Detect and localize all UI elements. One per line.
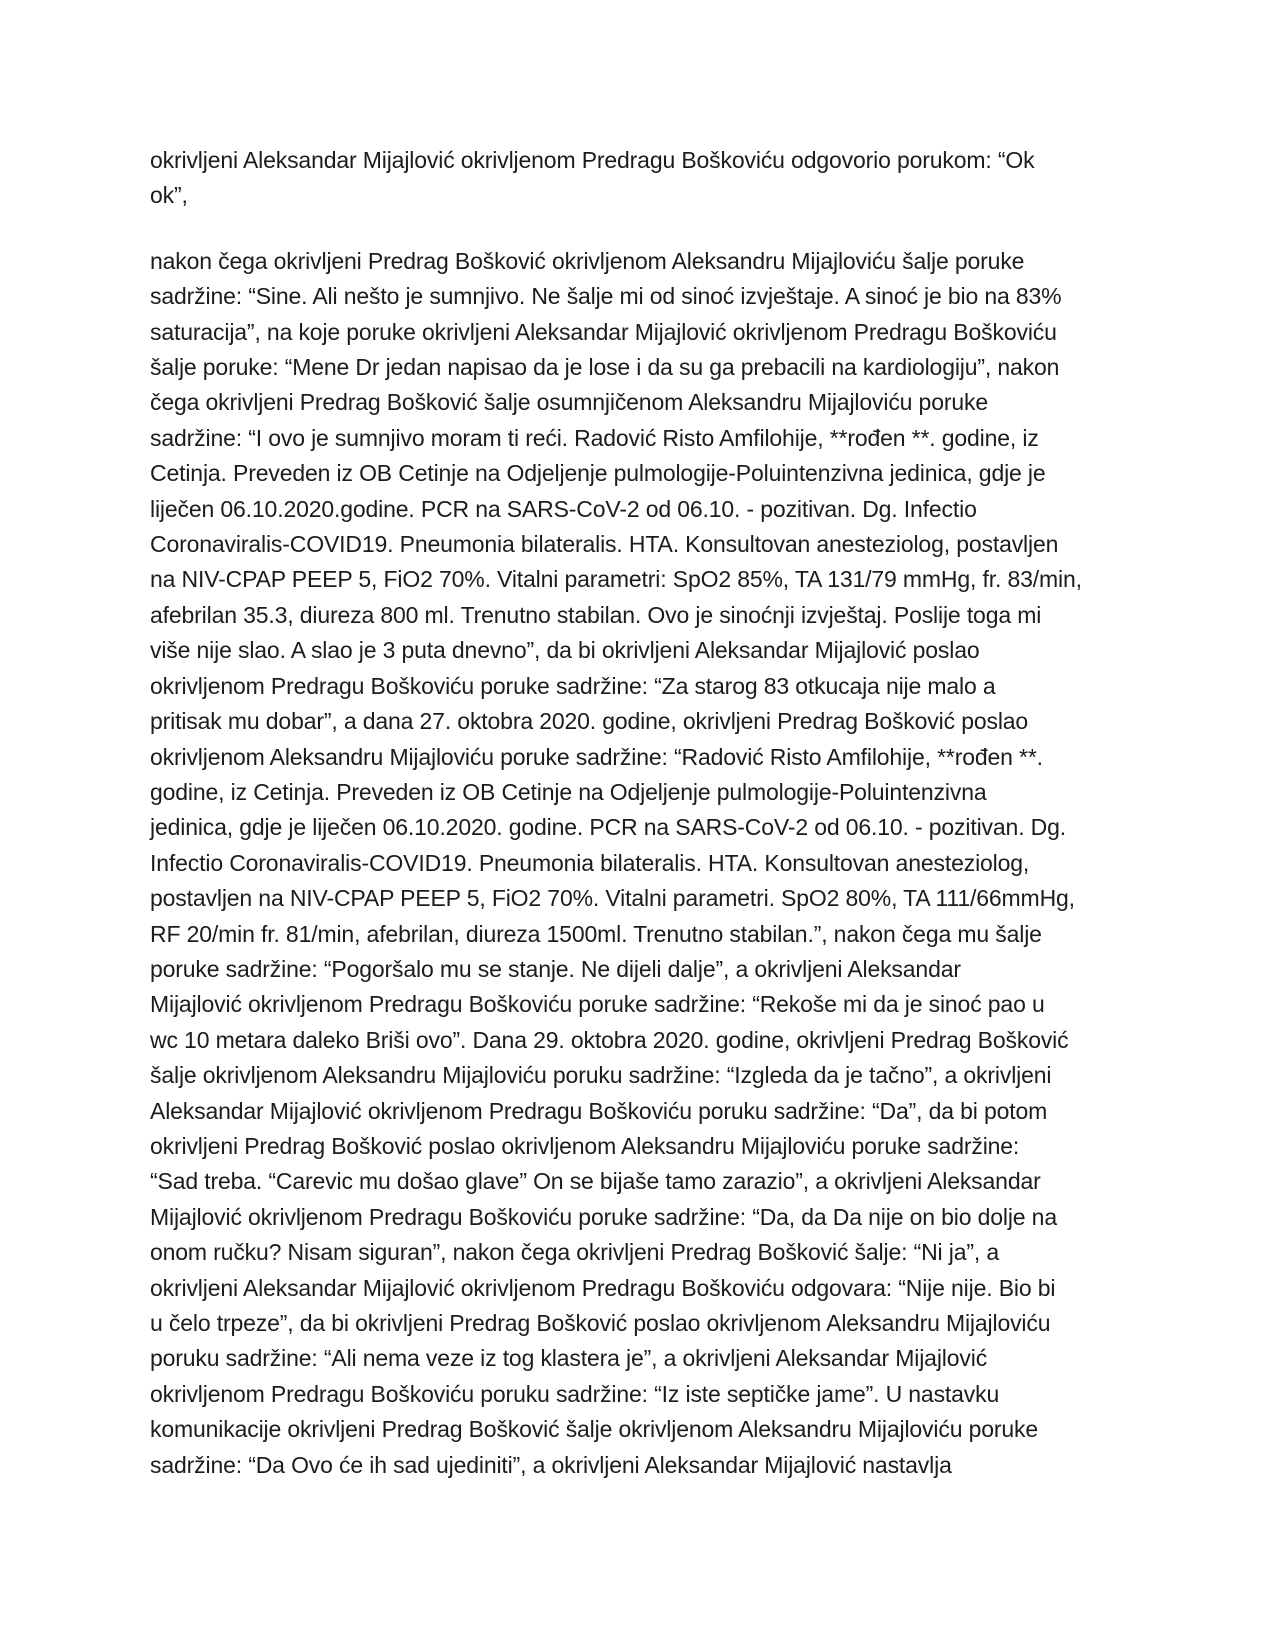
text-line: komunikacije okrivljeni Predrag Bošković šalje okrivljenom Aleksandru Mijajloviću poruke: [150, 1416, 1039, 1443]
text-line: okrivljenom Predragu Boškoviću poruke sadržine: “Za starog 83 otkucaja nije malo a: [150, 672, 996, 699]
text-line: čega okrivljeni Predrag Bošković šalje osumnjičenom Aleksandru Mijajloviću poruke: [150, 389, 988, 416]
text-line: nakon čega okrivljeni Predrag Bošković okrivljenom Aleksandru Mijajloviću šalje poruke: [150, 247, 1025, 274]
text-line: poruke sadržine: “Pogoršalo mu se stanje. Ne dijeli dalje”, a okrivljeni Aleksandar: [150, 955, 961, 982]
text-line: postavljen na NIV-CPAP PEEP 5, FiO2 70%. Vitalni parametri. SpO2 80%, TA 111/66mmHg,: [150, 885, 1075, 912]
text-line: pritisak mu dobar”, a dana 27. oktobra 2020. godine, okrivljeni Predrag Bošković poslao: [150, 708, 1029, 735]
text-line: okrivljenom Predragu Boškoviću poruku sadržine: “Iz iste septičke jame”. U nastavku: [150, 1380, 1000, 1407]
text-line: jedinica, gdje je liječen 06.10.2020. godine. PCR na SARS-CoV-2 od 06.10. - pozitivan. Dg.: [150, 814, 1067, 841]
text-line: saturacija”, na koje poruke okrivljeni Aleksandar Mijajlović okrivljenom Predragu Boškoviću: [150, 318, 1057, 345]
text-line: okrivljeni Aleksandar Mijajlović okrivljenom Predragu Boškoviću odgovara: “Nije nije. Bio bi: [150, 1274, 1056, 1301]
text-line: liječen 06.10.2020.godine. PCR na SARS-CoV-2 od 06.10. - pozitivan. Dg. Infectio: [150, 495, 977, 522]
text-line: afebrilan 35.3, diureza 800 ml. Trenutno stabilan. Ovo je sinoćnji izvještaj. Poslije toga mi: [150, 601, 1042, 628]
text-line: “Sad treba. “Carevic mu došao glave” On se bijaše tamo zarazio”, a okrivljeni Aleksandar: [150, 1168, 1041, 1195]
paragraph: [150, 244, 1140, 1483]
text-line: okrivljenom Aleksandru Mijajloviću poruke sadržine: “Radović Risto Amfilohije, **rođen **.: [150, 743, 1043, 770]
text-line: Infectio Coronaviralis-COVID19. Pneumonia bilateralis. HTA. Konsultovan anesteziolog,: [150, 849, 1030, 876]
text-line: na NIV-CPAP PEEP 5, FiO2 70%. Vitalni parametri: SpO2 85%, TA 131/79 mmHg, fr. 83/min,: [150, 566, 1082, 593]
text-line: okrivljeni Aleksandar Mijajlović okrivljenom Predragu Boškoviću odgovorio porukom: “Ok: [150, 147, 1035, 173]
text-line: sadržine: “I ovo je sumnjivo moram ti reći. Radović Risto Amfilohije, **rođen **. godine, iz: [150, 424, 1039, 451]
text-line: više nije slao. A slao je 3 puta dnevno”, da bi okrivljeni Aleksandar Mijajlović poslao: [150, 637, 980, 664]
document-content: [150, 143, 1140, 1483]
text-line: onom ručku? Nisam siguran”, nakon čega okrivljeni Predrag Bošković šalje: “Ni ja”, a: [150, 1239, 999, 1266]
text-line: Cetinja. Preveden iz OB Cetinje na Odjeljenje pulmologije-Poluintenzivna jedinica, gdje je: [150, 460, 1046, 487]
text-line: ok”,: [150, 182, 188, 209]
text-line: okrivljeni Predrag Bošković poslao okrivljenom Aleksandru Mijajloviću poruke sadržine:: [150, 1132, 1020, 1159]
text-line: Coronaviralis-COVID19. Pneumonia bilateralis. HTA. Konsultovan anesteziolog, postavljen: [150, 531, 1059, 558]
text-line: Mijajlović okrivljenom Predragu Boškoviću poruke sadržine: “Da, da Da nije on bio dolje na: [150, 1203, 1057, 1230]
text-line: sadržine: “Da Ovo će ih sad ujediniti”, a okrivljeni Aleksandar Mijajlović nastavlja: [150, 1451, 952, 1478]
text-line: Aleksandar Mijajlović okrivljenom Predragu Boškoviću poruku sadržine: “Da”, da bi potom: [150, 1097, 1048, 1124]
text-line: u čelo trpeze”, da bi okrivljeni Predrag Bošković poslao okrivljenom Aleksandru Mijajloviću: [150, 1310, 1051, 1336]
text-line: šalje poruke: “Mene Dr jedan napisao da je lose i da su ga prebacili na kardiologiju”, nakon: [150, 354, 1060, 381]
paragraph: [150, 143, 1140, 214]
text-line: godine, iz Cetinja. Preveden iz OB Cetinje na Odjeljenje pulmologije-Poluintenzivna: [150, 778, 987, 805]
text-line: RF 20/min fr. 81/min, afebrilan, diureza 1500ml. Trenutno stabilan.”, nakon čega mu šalje: [150, 920, 1042, 947]
text-line: sadržine: “Sine. Ali nešto je sumnjivo. Ne šalje mi od sinoć izvještaje. A sinoć je bio na 83%: [150, 283, 1062, 310]
text-line: wc 10 metara daleko Briši ovo”. Dana 29. oktobra 2020. godine, okrivljeni Predrag Bošković: [150, 1026, 1069, 1053]
text-line: Mijajlović okrivljenom Predragu Boškoviću poruke sadržine: “Rekoše mi da je sinoć pao u: [150, 991, 1045, 1018]
text-line: šalje okrivljenom Aleksandru Mijajloviću poruku sadržine: “Izgleda da je tačno”, a okrivljeni: [150, 1062, 1052, 1089]
text-line: poruku sadržine: “Ali nema veze iz tog klastera je”, a okrivljeni Aleksandar Mijajlović: [150, 1345, 988, 1372]
